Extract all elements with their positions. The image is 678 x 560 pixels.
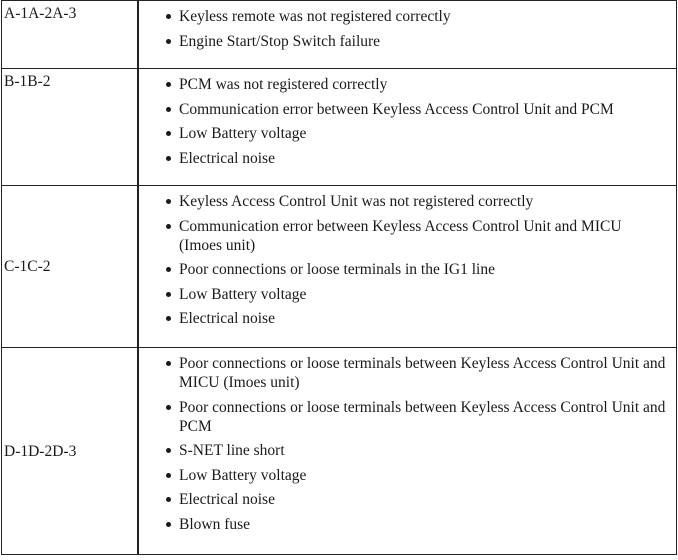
table-row xyxy=(2,186,677,348)
causes-list xyxy=(139,7,668,51)
list-item: Keyless Access Control Unit was not registered correctly xyxy=(179,192,668,211)
list-item: Poor connections or loose terminals between Keyless Access Control Unit and MICU (Imoes unit) xyxy=(179,354,668,392)
dtc-code-cell: C-1C-2 xyxy=(2,186,139,348)
list-item: Low Battery voltage xyxy=(179,285,668,304)
causes-list xyxy=(139,192,668,328)
list-item: Electrical noise xyxy=(179,309,668,328)
list-item: Communication error between Keyless Access Control Unit and MICU (Imoes unit) xyxy=(179,217,668,255)
list-item: Poor connections or loose terminals between Keyless Access Control Unit and PCM xyxy=(179,398,668,436)
causes-list xyxy=(139,75,668,168)
list-item: Keyless remote was not registered correctly xyxy=(179,7,668,26)
table-row xyxy=(2,348,677,555)
table-row xyxy=(2,1,677,69)
list-item: Engine Start/Stop Switch failure xyxy=(179,32,668,51)
list-item: Electrical noise xyxy=(179,490,668,509)
list-item: S-NET line short xyxy=(179,441,668,460)
list-item: Low Battery voltage xyxy=(179,466,668,485)
dtc-code-cell: A-1A-2A-3 xyxy=(2,1,139,69)
list-item: Poor connections or loose terminals in the IG1 line xyxy=(179,260,668,279)
list-item: Blown fuse xyxy=(179,515,668,534)
diagnostic-table xyxy=(1,0,677,555)
table-row xyxy=(2,69,677,186)
dtc-code-cell: B-1B-2 xyxy=(2,69,139,186)
causes-cell xyxy=(138,69,677,186)
list-item: Low Battery voltage xyxy=(179,124,668,143)
causes-list xyxy=(139,354,668,534)
list-item: PCM was not registered correctly xyxy=(179,75,668,94)
dtc-code-cell: D-1D-2D-3 xyxy=(2,348,139,555)
causes-cell xyxy=(138,348,677,555)
list-item: Electrical noise xyxy=(179,149,668,168)
list-item: Communication error between Keyless Access Control Unit and PCM xyxy=(179,100,668,119)
causes-cell xyxy=(138,186,677,348)
causes-cell xyxy=(138,1,677,69)
